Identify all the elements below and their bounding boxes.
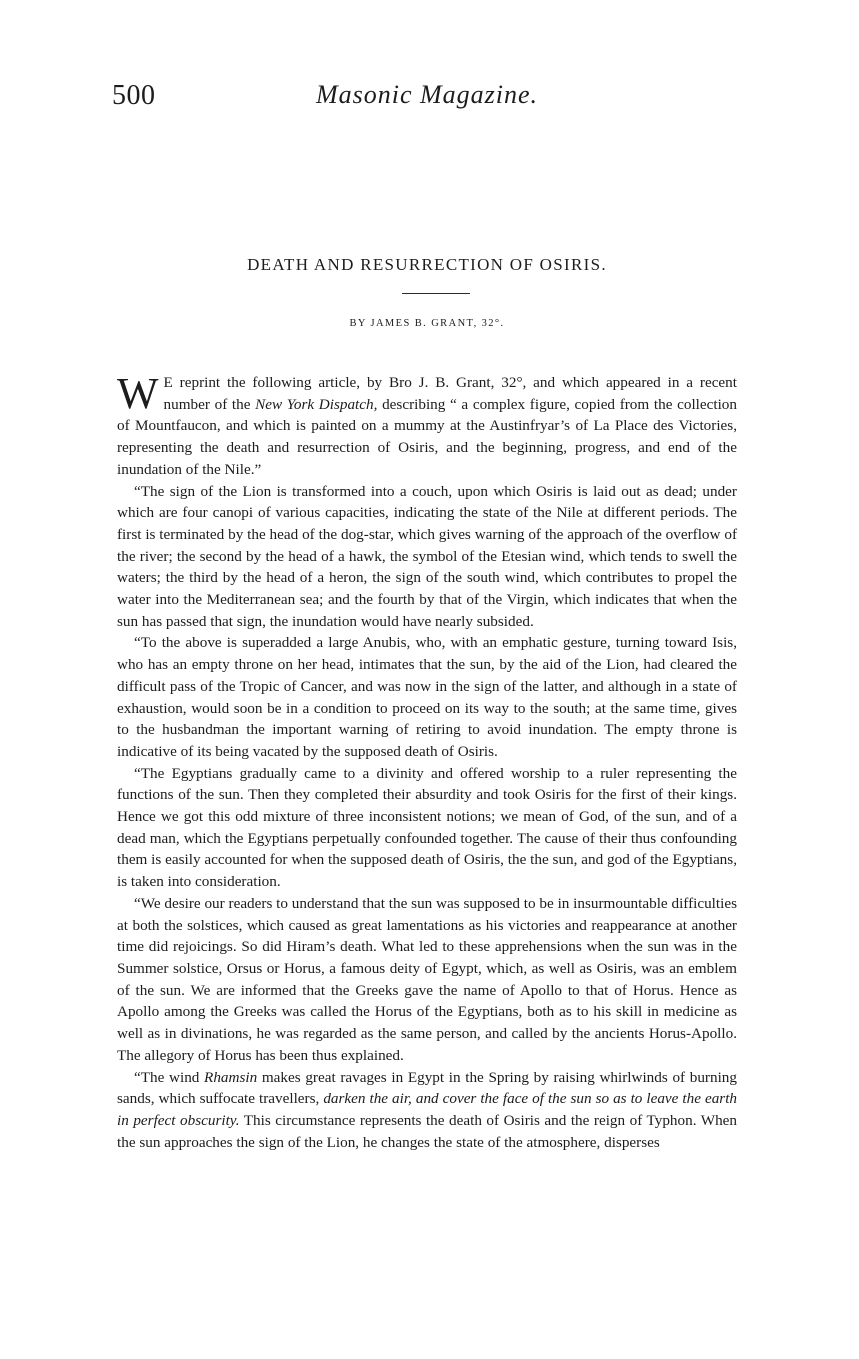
wind-name: Rhamsin — [204, 1068, 258, 1086]
running-head — [112, 80, 742, 120]
paragraph-3: “To the above is superadded a large Anubis, who, with an emphatic gesture, turning toward Isis, who has an empty throne on her head, intimates that the sun, by the aid of the Lion, had cleared the difficult pass of the Tropic of Cancer, and was now in the sign of the latter, and although in a state of exhaustion, would soon be in a condition to proceed on its way to the south; at the same time, gives to the husbandman the important warning of retiring to avoid inundation. The empty throne is indicative of its being vacated by the supposed death of Osiris. — [117, 634, 737, 760]
paragraph-1-text-a: E reprint the following article, by Bro J. B. Grant, 32°, and which appeared in a recent number of the — [163, 374, 737, 413]
paragraph-1 — [117, 369, 737, 481]
byline: BY JAMES B. GRANT, 32°. — [349, 318, 505, 329]
paragraph-4: “The Egyptians gradually came to a divinity and offered worship to a ruler representing the functions of the sun. Then they completed their absurdity and took Osiris for the first of their kings. Hence we got this odd mixture of three inconsistent notions; we mean of God, of the sun, and of a dead man, which the Egyptians perpetually confounded together. The cause of their thus confounding them is easily accounted for when the supposed death of Osiris, the the sun, and god of the Egyptians, is taken into consideration. — [117, 764, 737, 891]
article-body — [117, 369, 738, 1153]
paragraph-6-text-c: This circumstance represents the death of Osiris and the reign of Typhon. When the sun approaches the sign of the Lion, he changes the state of the atmosphere, disperses — [117, 1111, 737, 1151]
paragraph-5: “We desire our readers to understand that the sun was supposed to be in insurmountable difficulties at both the solstices, which caused as great lamentations as his victories and reappearance at another time did rejoicings. So did Hiram’s death. What led to these apprehensions when the sun was in the Summer solstice, Orsus or Horus, a famous deity of Egypt, which, as well as Osiris, was an emblem of the sun. We are informed that the Greeks gave the name of Apollo to that of Horus. Hence as Apollo among the Greeks was called the Horus of the Egyptians, both as to his skill in medicine as well as in divinations, he was regarded as the same person, and called by the ancients Horus-Apollo. The allegory of Horus has been thus explained. — [117, 894, 737, 1064]
article-title: DEATH AND RESURRECTION OF OSIRIS. — [247, 255, 607, 274]
paragraph-6 — [117, 1067, 737, 1154]
italic-phrase: darken the air, and cover the face of the sun so as to leave the earth in perfect obscurity. — [117, 1090, 738, 1129]
paragraph-1-text-b: describing “ a complex figure, copied from the collection of Mountfaucon, and which is painted on a mummy at the Austinfryar’s of La Place des Victories, representing the death and resurrection of Osiris, and the beginning, progress, and end of the inundation of the Nile.” — [117, 395, 737, 478]
paragraph-6-text-b: makes great ravages in Egypt in the Spring by raising whirlwinds of burning sands, which suffocate travellers, — [117, 1068, 737, 1108]
page-number: 500 — [112, 80, 156, 111]
newspaper-title: New York Dispatch, — [255, 395, 378, 413]
paragraph-6-text-a: “The wind — [134, 1068, 205, 1086]
paragraph-2: “The sign of the Lion is transformed into a couch, upon which Osiris is laid out as dead; under which are four canopi of various capacities, indicating the state of the Nile at different periods. The first is terminated by the head of the dog-star, which gives warning of the approach of the overflow of the river; the second by the head of a hawk, the symbol of the Etesian wind, which tends to swell the waters; the third by the head of a heron, the sign of the south wind, which contributes to propel the water into the Mediterranean sea; and the fourth by that of the Virgin, which indicates that when the sun has passed that sign, the inundation would have nearly subsided. — [117, 482, 737, 630]
journal-title: Masonic Magazine. — [315, 80, 539, 109]
drop-cap: W — [117, 369, 159, 418]
title-rule — [402, 293, 470, 294]
